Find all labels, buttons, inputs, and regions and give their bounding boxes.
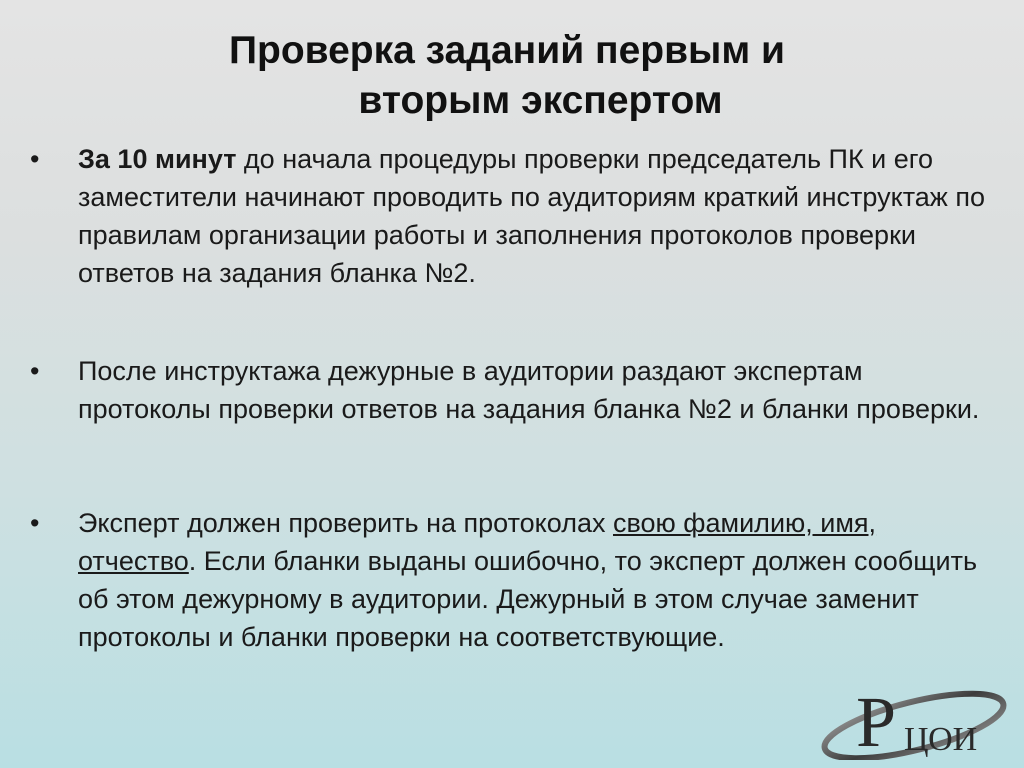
logo-graphic [814, 676, 1014, 760]
bullet-body-3a: Эксперт должен проверить на протоколах [78, 508, 613, 538]
bullet-marker: • [30, 144, 40, 174]
bullet-marker: • [30, 508, 40, 538]
bullet-item-3 [30, 504, 990, 656]
title-line-2: вторым экспертом [358, 79, 723, 122]
bullet-text-3 [78, 504, 990, 656]
bullet-text-2: После инструктажа дежурные в аудитории раздают экспертам протоколы проверки ответов на задания бланка №2 и бланки проверки. [78, 356, 980, 424]
logo-letter-big: Р [856, 682, 897, 760]
logo-letters-small: ЦОИ [904, 721, 978, 758]
bullet-text-1 [78, 140, 990, 292]
bullet-body-1: до начала процедуры проверки председатель ПК и его заместители начинают проводить по аудиториям краткий инструктаж по правилам организации работы и заполнения протоколов проверки ответов на задания бланка №2. [78, 144, 985, 288]
bullet-marker: • [30, 356, 40, 386]
underlined-text: свою фамилию, имя, отчество [78, 508, 877, 576]
bullet-item-1 [30, 140, 990, 292]
bullet-body-3b: . Если бланки выданы ошибочно, то эксперт должен сообщить об этом дежурному в аудитории. Дежурный в этом случае заменит протоколы и бланки проверки на соответствующие. [78, 546, 978, 652]
rcoi-logo [814, 676, 1014, 760]
bullet-item-2 [30, 352, 990, 428]
bullet-bold-lead: За 10 минут [78, 144, 237, 174]
slide-title [0, 26, 1024, 126]
title-line-1: Проверка заданий первым и [228, 29, 786, 72]
